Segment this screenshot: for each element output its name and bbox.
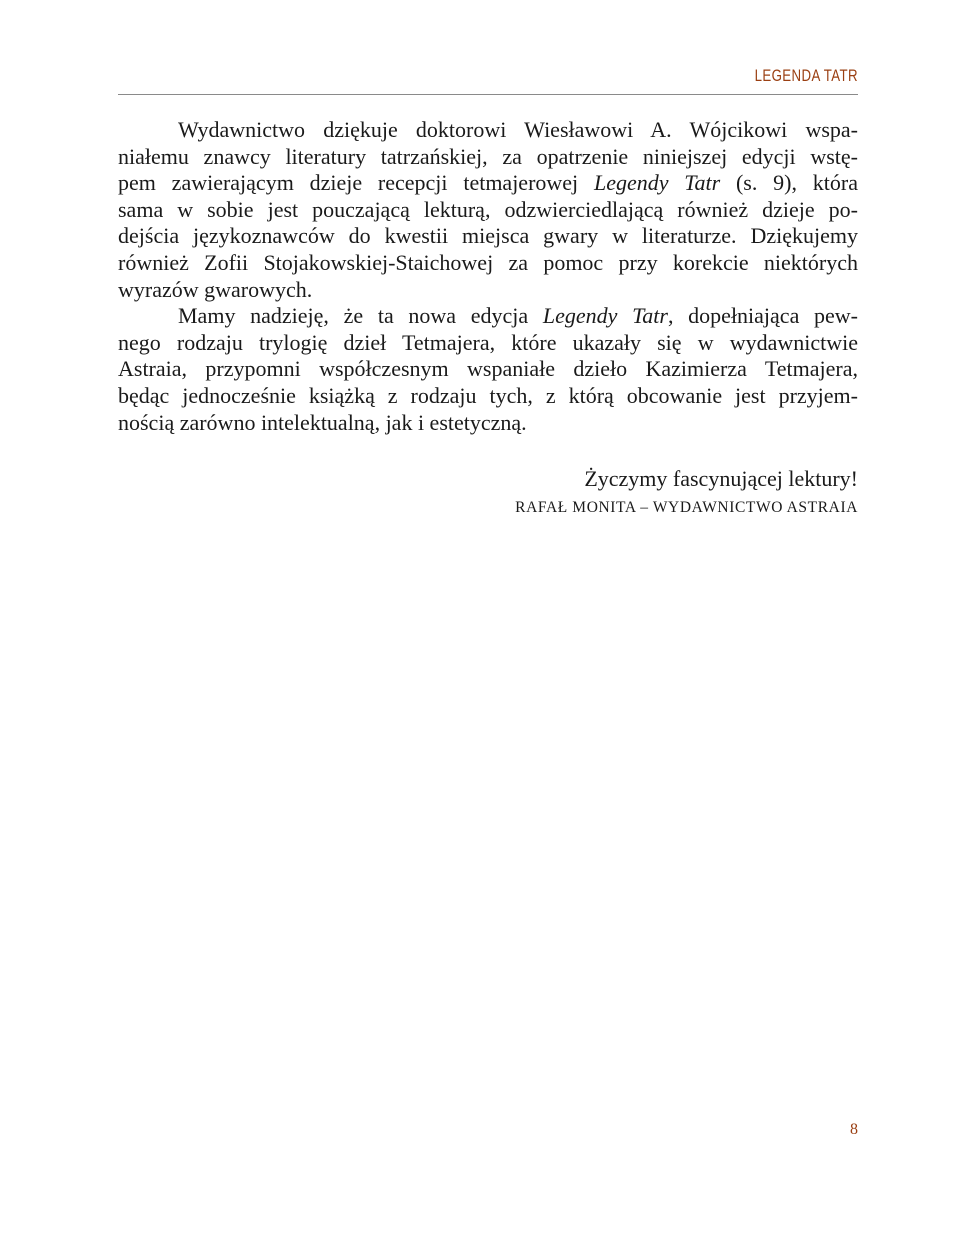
body-text: [118, 117, 858, 436]
text-line: [118, 170, 858, 197]
paragraph-1: [118, 117, 858, 303]
text-run: Mamy nadzieję, że ta nowa edycja: [178, 303, 543, 329]
text-run: , dopełniająca pew-: [667, 303, 859, 329]
text-line: będąc jednocześnie książką z rodzaju tych, z którą obcowanie jest przyjem-: [118, 382, 858, 408]
page-number: 8: [850, 1121, 858, 1138]
text-line: Wydawnictwo dziękuje doktorowi Wiesławowi A. Wójcikowi wspa-: [178, 117, 858, 142]
text-line: Astraia, przypomni współczesnym wspaniałe dzieło Kazimierza Tetmajera,: [118, 356, 858, 382]
book-title-italic: Legendy Tatr: [542, 303, 668, 329]
closing-wish: Życzymy fascynującej lektury!: [584, 466, 858, 491]
header-rule: [118, 94, 858, 95]
text-line: wyrazów gwarowych.: [118, 276, 313, 302]
text-run: (s. 9), która: [720, 170, 858, 196]
text-line: niałemu znawcy literatury tatrzańskiej, za opatrzenie niniejszej edycji wstę-: [118, 143, 858, 169]
text-line: również Zofii Stojakowskiej-Staichowej za pomoc przy korekcie niektórych: [118, 249, 858, 275]
signature: RAFAŁ MONITA – WYDAWNICTWO ASTRAIA: [515, 499, 858, 516]
text-run: pem zawierającym dzieje recepcji tetmajerowej: [118, 170, 594, 196]
text-line: dejścia językoznawców do kwestii miejsca gwary w literaturze. Dziękujemy: [118, 223, 858, 249]
text-line: nego rodzaju trylogię dzieł Tetmajera, które ukazały się w wydawnictwie: [118, 329, 858, 355]
text-line: [118, 303, 858, 330]
running-head-title: LEGENDA TATR: [754, 66, 858, 85]
book-title-italic: Legendy Tatr: [593, 170, 721, 196]
text-line: sama w sobie jest pouczającą lekturą, odzwierciedlającą również dzieje po-: [118, 196, 858, 222]
paragraph-2: [118, 303, 858, 436]
text-line: nością zarówno intelektualną, jak i estetyczną.: [118, 409, 527, 435]
